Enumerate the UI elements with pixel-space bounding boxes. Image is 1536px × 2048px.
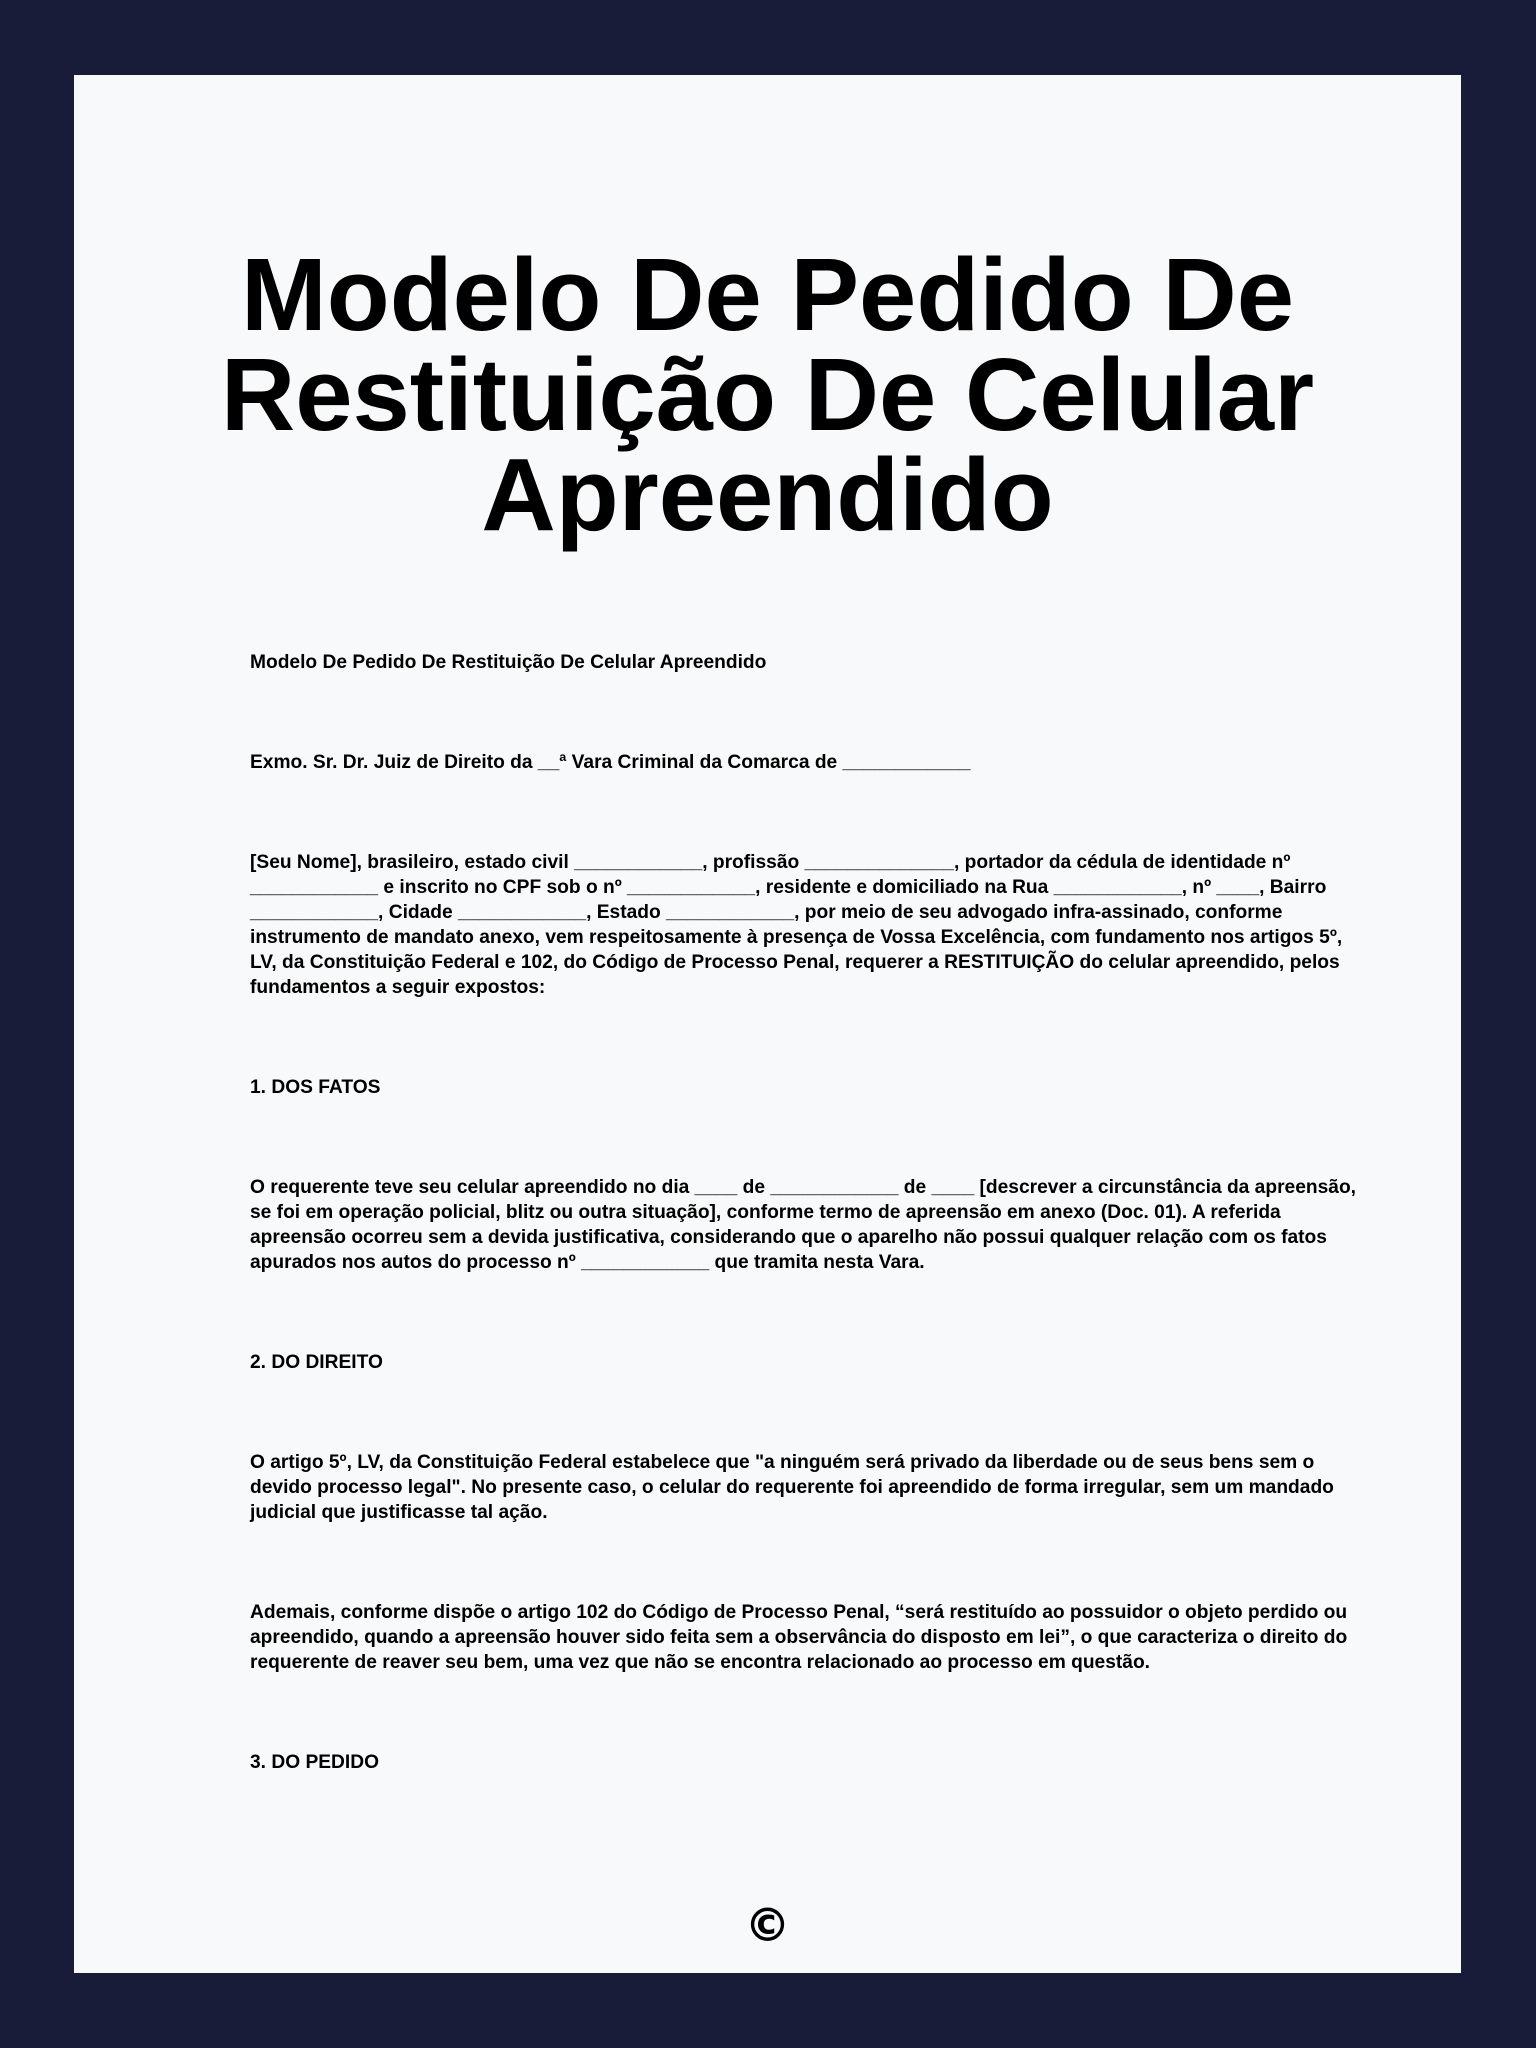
document-page [74,75,1461,1973]
law-paragraph-1: O artigo 5º, LV, da Constituição Federal estabelece que "a ninguém será privado da liberdade ou de seus bens sem o devido processo legal". No presente caso, o celular do requerente foi apreendido de forma irregular, sem um mandado judicial que justificasse tal ação. [250,1452,1334,1523]
copyright-icon: © [744,1898,791,1952]
facts-paragraph: O requerente teve seu celular apreendido no dia ____ de ____________ de ____ [descrever a circunstância da apreensão, se foi em operação policial, blitz ou outra situação], conforme termo de apreensão em anexo (Doc. 01). A referida apreensão ocorreu sem a devida justificativa, considerando que o aparelho não possui qualquer relação com os fatos apurados nos autos do processo nº ____________ que tramita nesta Vara. [250,1177,1356,1273]
body-subtitle: Modelo De Pedido De Restituição De Celular Apreendido [250,652,767,673]
qualification-paragraph: [Seu Nome], brasileiro, estado civil ____________, profissão ______________, portador da cédula de identidade nº ____________ e inscrito no CPF sob o nº ____________, residente e domiciliado na Rua ____________, nº ____, Bairro ____________, Cidade ____________, Estado ____________, por meio de seu advogado infra-assinado, conforme instrumento de mandato anexo, vem respeitosamente à presença de Vossa Excelência, com fundamento nos artigos 5º, LV, da Constituição Federal e 102, do Código de Processo Penal, requerer a RESTITUIÇÃO do celular apreendido, pelos fundamentos a seguir expostos: [250,852,1343,998]
section-heading-pedido: 3. DO PEDIDO [250,1752,380,1773]
document-title: Modelo De Pedido De Restituição De Celular Apreendido [220,237,1315,552]
addressee-line: Exmo. Sr. Dr. Juiz de Direito da __ª Vara Criminal da Comarca de ____________ [250,752,971,773]
law-paragraph-2: Ademais, conforme dispõe o artigo 102 do Código de Processo Penal, “será restituído ao possuidor o objeto perdido ou apreendido, quando a apreensão houver sido feita sem a observância do disposto em lei”, o que caracteriza o direito do requerente de reaver seu bem, uma vez que não se encontra relacionado ao processo em questão. [250,1602,1348,1673]
document-body [250,650,1360,1850]
section-heading-direito: 2. DO DIREITO [250,1352,383,1373]
section-heading-fatos: 1. DOS FATOS [250,1077,381,1098]
